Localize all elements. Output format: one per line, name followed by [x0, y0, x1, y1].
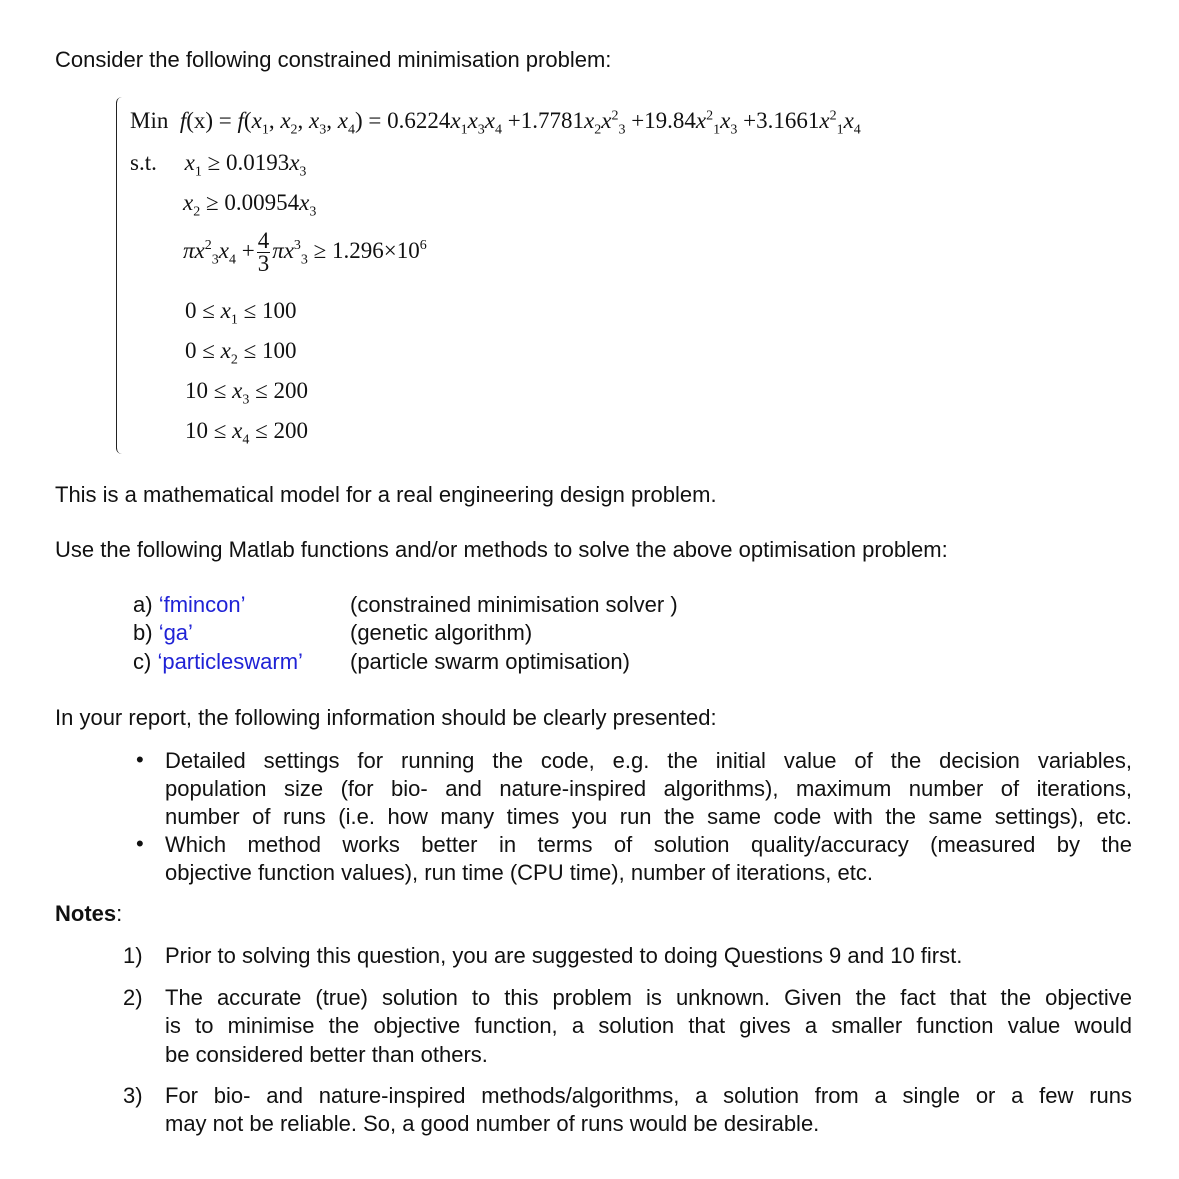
bound-x4: $10 \le x_4 \le 200$ — [185, 418, 308, 448]
note-line: Prior to solving this question, you are suggested to doing Questions 9 and 10 first. — [165, 943, 963, 968]
method-desc: (genetic algorithm) — [350, 620, 533, 645]
report-item-2-line: Which method works better in terms of solution quality/accuracy (measured by the — [165, 832, 1132, 857]
constraint-2: $x_2 \ge 0.00954x_3$ — [183, 190, 317, 220]
report-intro: In your report, the following information should be clearly presented: — [55, 705, 717, 730]
method-name: ‘particleswarm’ — [157, 649, 303, 674]
bound-x2: $0 \le x_2 \le 100$ — [185, 338, 297, 368]
method-item: a) ‘fmincon’ — [133, 592, 246, 617]
method-desc: (particle swarm optimisation) — [350, 649, 630, 674]
method-name: ‘ga’ — [158, 620, 193, 645]
constraint-1: s.t. $x_1 \ge 0.0193x_3$ — [130, 150, 307, 180]
report-item-1-line: Detailed settings for running the code, e.g. the initial value of the decision variables, — [165, 748, 1132, 773]
report-item-2-line: objective function values), run time (CPU time), number of iterations, etc. — [165, 860, 873, 885]
intro-text: Consider the following constrained minimisation problem: — [55, 47, 612, 72]
bound-x1: $0 \le x_1 \le 100$ — [185, 298, 297, 328]
bullet-icon: • — [136, 747, 144, 772]
method-item: b) ‘ga’ — [133, 620, 193, 645]
model-description: This is a mathematical model for a real engineering design problem. — [55, 482, 717, 507]
instruction-text: Use the following Matlab functions and/or methods to solve the above optimisation problem: — [55, 537, 948, 562]
note-line: The accurate (true) solution to this problem is unknown. Given the fact that the objective — [165, 985, 1132, 1010]
note-line: be considered better than others. — [165, 1042, 488, 1067]
bullet-icon: • — [136, 831, 144, 856]
method-desc: (constrained minimisation solver ) — [350, 592, 678, 617]
report-item-1-line: population size (for bio- and nature-inspired algorithms), maximum number of iterations, — [165, 776, 1132, 801]
note-line: For bio- and nature-inspired methods/algorithms, a solution from a single or a few runs — [165, 1083, 1132, 1108]
note-number: 3) — [123, 1083, 143, 1108]
st-label: s.t. — [130, 150, 157, 175]
method-name: ‘fmincon’ — [158, 592, 246, 617]
report-item-1-line: number of runs (i.e. how many times you run the same code with the same settings), etc. — [165, 804, 1132, 829]
method-item: c) ‘particleswarm’ — [133, 649, 303, 674]
objective-line: Min $f(x) = f(x_1$, $x_2$, $x_3$, $x_4) = 0.6224x_1x_3x_4 +1.7781x_2x^2_3 +19.84x^2_1x_3 +3.1661x^2_1x_4$ — [130, 108, 861, 138]
notes-heading: Notes: — [55, 901, 123, 926]
left-brace — [116, 97, 123, 454]
note-line: is to minimise the objective function, a solution that gives a smaller function value would — [165, 1013, 1132, 1038]
bound-x3: $10 \le x_3 \le 200$ — [185, 378, 308, 408]
note-line: may not be reliable. So, a good number of runs would be desirable. — [165, 1111, 820, 1136]
note-number: 2) — [123, 985, 143, 1010]
min-label: Min — [130, 108, 169, 133]
note-number: 1) — [123, 943, 143, 968]
constraint-3: $\pi x^2_3x_4$ + $\frac{4}{3}$ $\pi x^3_3 \ge 1.296\times 10^6$ — [183, 228, 427, 276]
